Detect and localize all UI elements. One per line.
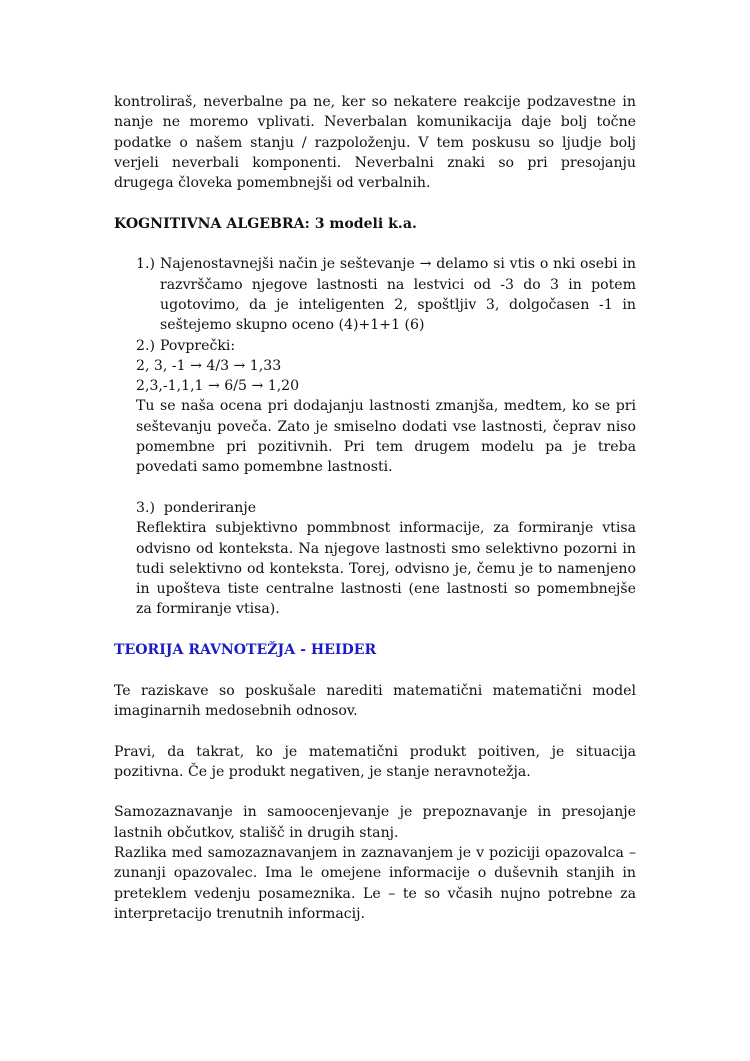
- list-item-2: [114, 336, 636, 356]
- intro-paragraph: kontroliraš, neverbalne pa ne, ker so nekatere reakcije podzavestne in nanje ne moremo vplivati. Neverbalan komunikacija daje bolj točne podatke o našem stanju / razpoloženju. V tem poskusu so ljudje bolj verjeli neverbali komponenti. Neverbalni znaki so pri presojanju drugega človeka pomembnejši od verbalnih.: [114, 94, 636, 192]
- list-number: 2.): [136, 337, 155, 354]
- list-item-title: Povprečki:: [160, 337, 236, 354]
- spacer: [114, 620, 636, 640]
- list-item-2-body: [114, 356, 636, 478]
- paragraph: Razlika med samozaznavanjem in zaznavanjem je v poziciji opazovalca – zunanji opazovalec. Ima le omejene informacije o duševnih stanjih in preteklem vedenju posameznika. Le – te so včasih nujno potrebne za interpretacijo trenutnih informacij.: [114, 844, 636, 922]
- list-item-text: Tu se naša ocena pri dodajanju lastnosti zmanjša, medtem, ko se pri seštevanju poveča. Zato je smiselno dodati vse lastnosti, čeprav niso pomembne pri pozitivnih. Pri tem drugem modelu pa je treba povedati samo pomembne lastnosti.: [136, 398, 636, 476]
- paragraph: Pravi, da takrat, ko je matematični produkt poitiven, je situacija pozitivna. Če je produkt negativen, je stanje neravnotežja.: [114, 743, 636, 780]
- section-heading-cognitive-algebra: KOGNITIVNA ALGEBRA: 3 modeli k.a.: [114, 215, 417, 232]
- document-page: [114, 92, 636, 924]
- list-item-3-title: [136, 498, 636, 518]
- section-heading-balance-theory: TEORIJA RAVNOTEŽJA - HEIDER: [114, 642, 377, 659]
- paragraph: Samozaznavanje in samoocenjevanje je prepoznavanje in presojanje lastnih občutkov, stališč in drugih stanj.: [114, 804, 636, 841]
- spacer: [114, 782, 636, 802]
- list-number: 1.): [136, 256, 155, 273]
- spacer: [114, 660, 636, 680]
- spacer: [114, 478, 636, 498]
- list-number: 3.): [136, 499, 155, 516]
- spacer: [114, 721, 636, 741]
- list-item-1: [114, 254, 636, 335]
- list-item-text: Najenostavnejši način je seštevanje → delamo si vtis o nki osebi in razvrščamo njegove lastnosti na lestvici od -3 do 3 in potem ugotovimo, da je inteligenten 2, spoštljiv 3, dolgočasen -1 in seštejemo skupno oceno (4)+1+1 (6): [160, 256, 636, 334]
- average-example-2: 2,3,-1,1,1 → 6/5 → 1,20: [136, 378, 300, 395]
- average-example-1: 2, 3, -1 → 4/3 → 1,33: [136, 357, 282, 374]
- paragraph: Te raziskave so poskušale narediti matematični matematični model imaginarnih medosebnih odnosov.: [114, 682, 636, 719]
- spacer: [114, 193, 636, 213]
- list-item-text: Reflektira subjektivno pommbnost informacije, za formiranje vtisa odvisno od konteksta. Na njegove lastnosti smo selektivno pozorni in tudi selektivno od konteksta. Torej, odvisno je, čemu je to namenjeno in upošteva tiste centralne lastnosti (ene lastnosti so pomembnejše za formiranje vtisa).: [136, 520, 636, 618]
- list-item-3: [114, 498, 636, 620]
- spacer: [114, 234, 636, 254]
- list-item-title: ponderiranje: [163, 499, 257, 516]
